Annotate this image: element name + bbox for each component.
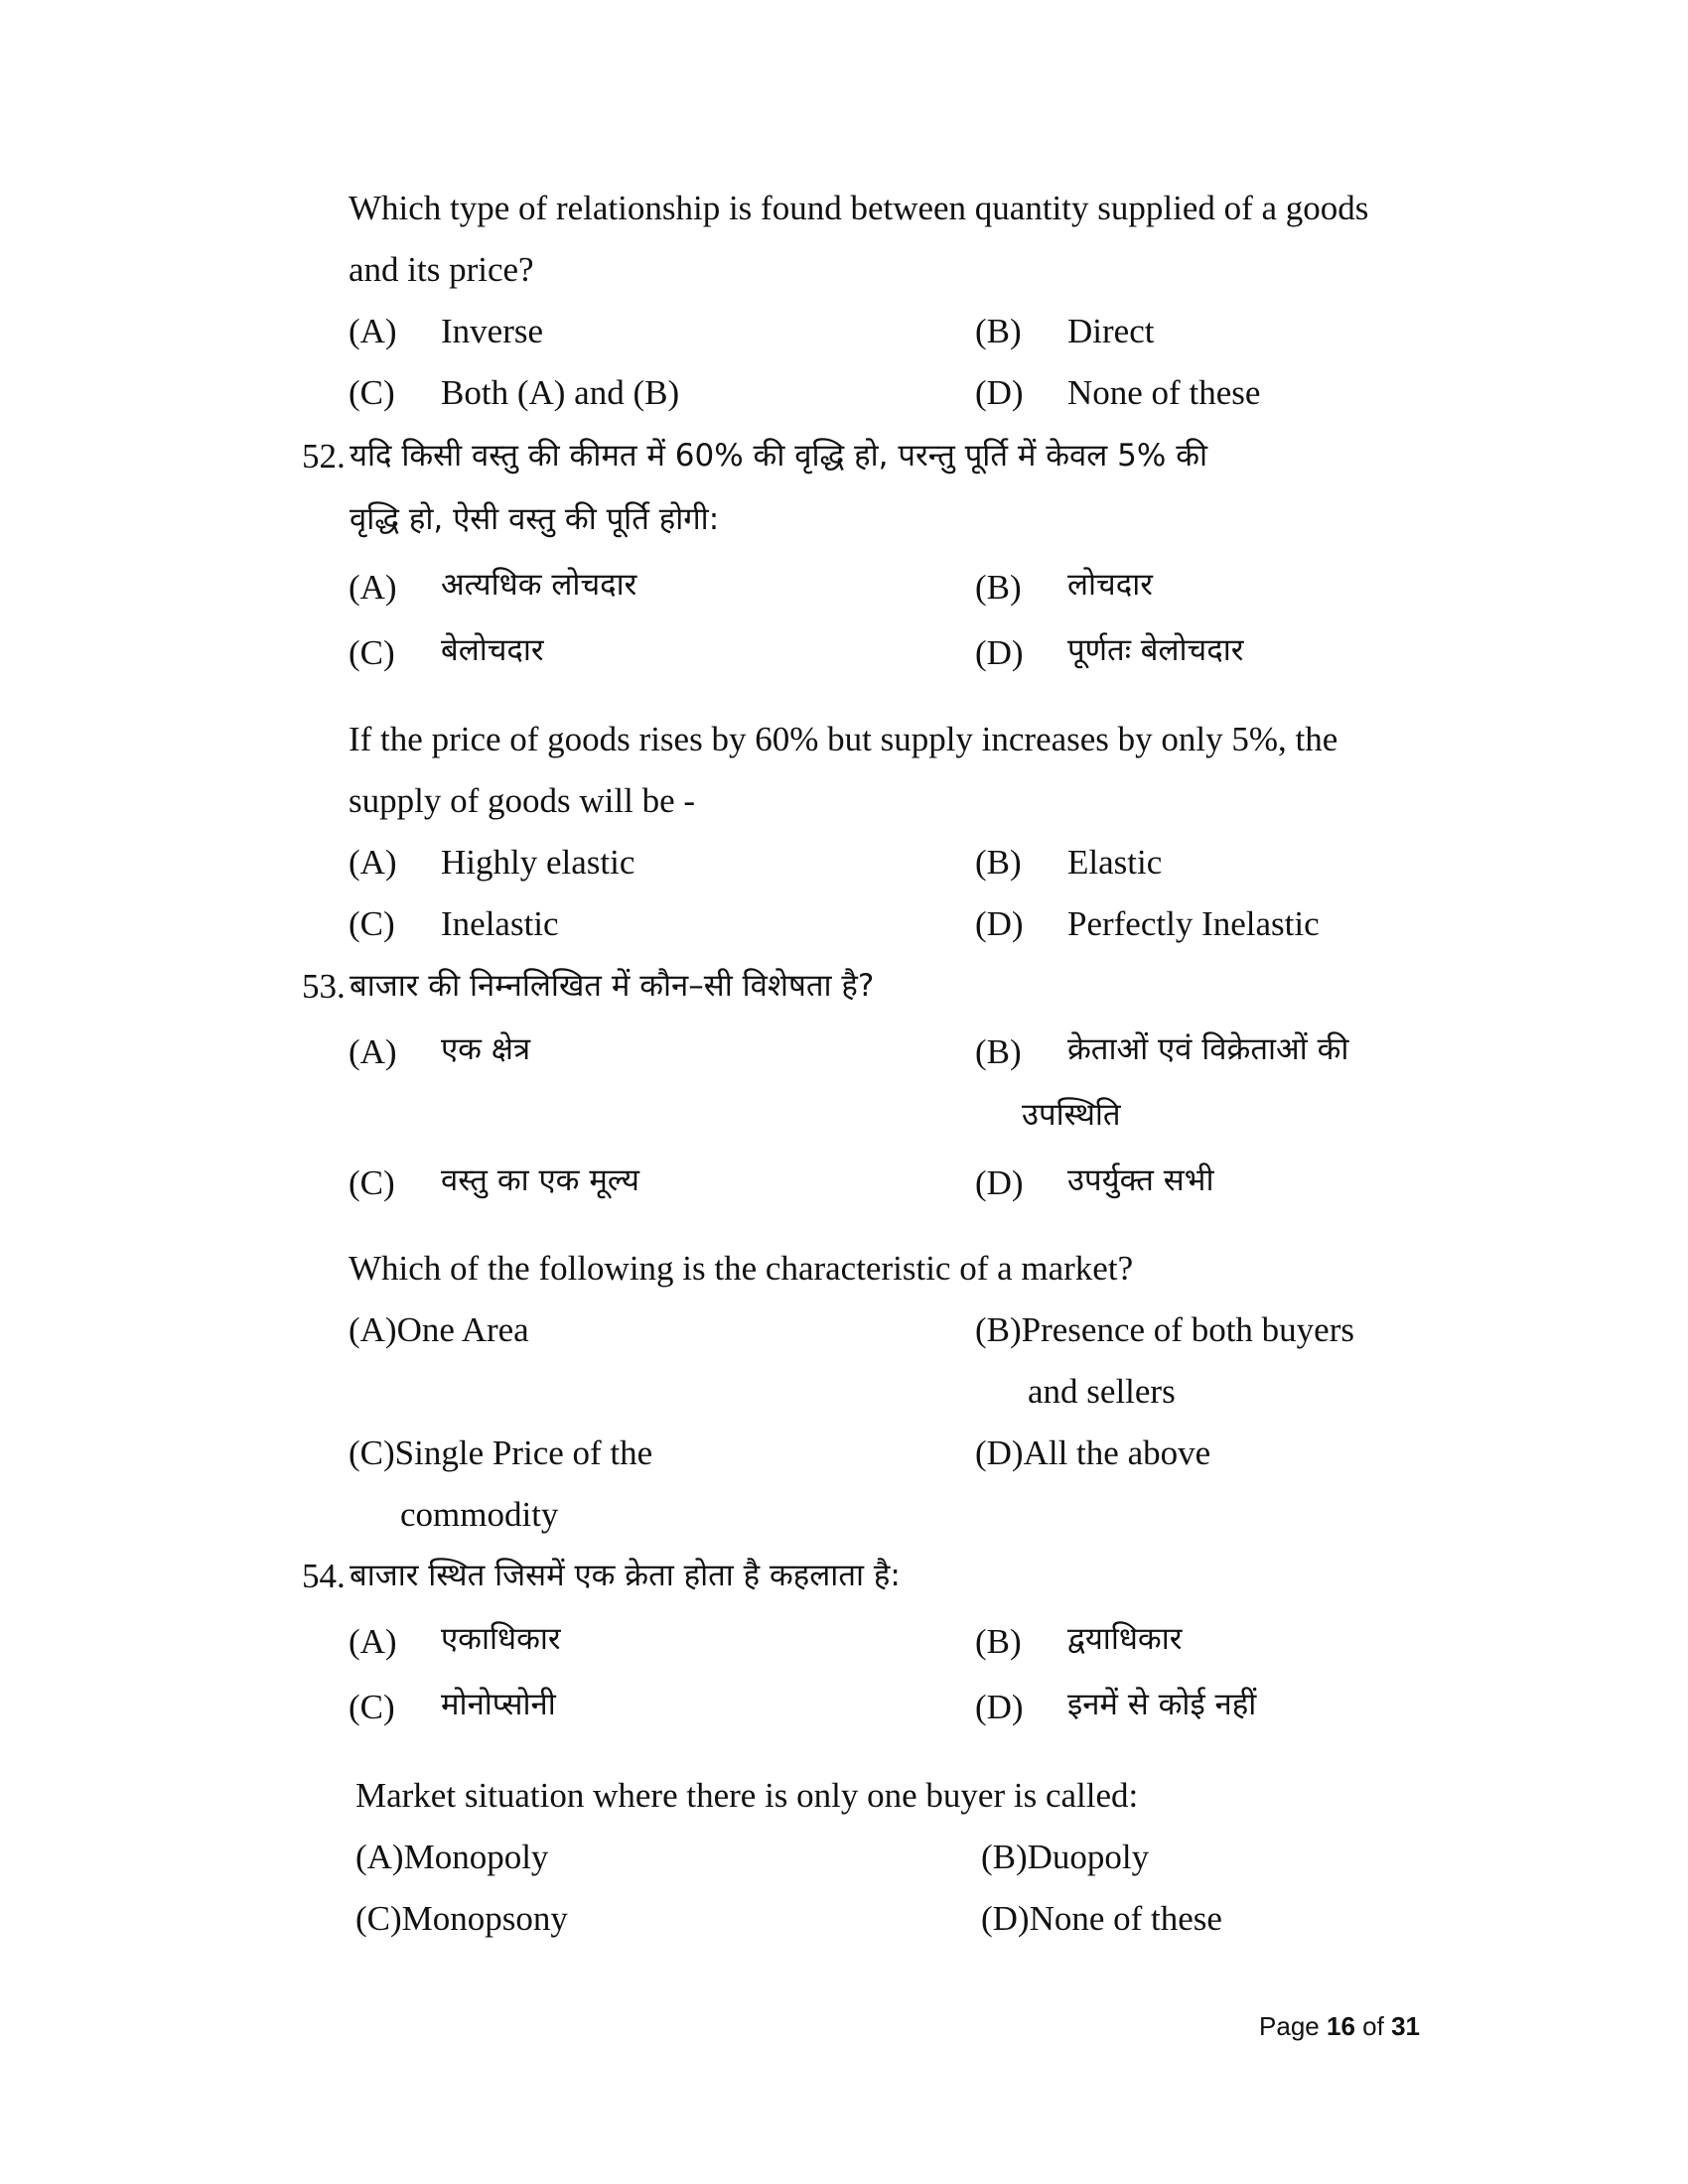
q54-en-opt-c: (C)Monopsony xyxy=(355,1899,568,1938)
q51-opt-d: None of these xyxy=(1067,373,1261,412)
page-word: Page xyxy=(1259,2011,1320,2041)
q51-opt-a-label: (A) xyxy=(349,312,397,350)
q52-en-opt-d-label: (D) xyxy=(975,904,1024,943)
q54-en-opt-a: (A)Monopoly xyxy=(355,1838,549,1876)
q51-opt-b-label: (B) xyxy=(975,312,1022,350)
current-page: 16 xyxy=(1327,2011,1355,2041)
q53-number: 53. xyxy=(302,967,346,1006)
q51-en-line2: and its price? xyxy=(349,250,534,289)
q54-en-opt-d: (D)None of these xyxy=(981,1899,1222,1938)
q54-hi-opt-b: द्वयाधिकार xyxy=(1067,1621,1183,1657)
q52-hi-opt-a: अत्यधिक लोचदार xyxy=(441,567,637,603)
q52-en-line2: supply of goods will be - xyxy=(349,781,696,820)
q53-hi-opt-d-label: (D) xyxy=(975,1163,1024,1202)
q52-hi-opt-d: पूर्णतः बेलोचदार xyxy=(1067,632,1244,668)
q53-en-opt-d: (D)All the above xyxy=(975,1433,1211,1472)
q54-hi-opt-d-label: (D) xyxy=(975,1688,1024,1726)
q51-opt-a: Inverse xyxy=(441,312,544,350)
q53-hi-opt-a-label: (A) xyxy=(349,1032,397,1071)
q54-hi-opt-c: मोनोप्सोनी xyxy=(441,1687,556,1722)
q51-opt-b: Direct xyxy=(1067,312,1155,350)
q52-en-opt-c: Inelastic xyxy=(441,904,559,943)
q53-hi-opt-a: एक क्षेत्र xyxy=(441,1031,531,1067)
q51-en-line1: Which type of relationship is found between quantity supplied of a goods xyxy=(349,189,1369,227)
q53-hi-opt-c: वस्तु का एक मूल्य xyxy=(441,1162,639,1198)
q51-opt-c-label: (C) xyxy=(349,373,395,412)
q52-hi-line2: वृद्धि हो, ऐसी वस्तु की पूर्ति होगी: xyxy=(350,501,720,537)
q53-hi-line1: बाजार की निम्नलिखित में कौन–सी विशेषता है? xyxy=(350,968,875,1004)
q52-hi-opt-b: लोचदार xyxy=(1067,567,1153,603)
q54-hi-opt-d: इनमें से कोई नहीं xyxy=(1067,1687,1257,1722)
q52-number: 52. xyxy=(302,437,346,476)
q52-hi-opt-c: बेलोचदार xyxy=(441,632,544,668)
q52-hi-line1: यदि किसी वस्तु की कीमत में 60% की वृद्धि हो, परन्तु पूर्ति में केवल 5% की xyxy=(350,438,1208,474)
q52-hi-opt-b-label: (B) xyxy=(975,568,1022,607)
q52-hi-opt-a-label: (A) xyxy=(349,568,397,607)
q53-en-opt-b-line2: and sellers xyxy=(1028,1372,1176,1411)
q53-hi-opt-b-line2: उपस्थिति xyxy=(1022,1097,1121,1133)
q53-hi-opt-d: उपर्युक्त सभी xyxy=(1067,1162,1214,1198)
q53-en-line1: Which of the following is the characteristic of a market? xyxy=(349,1249,1134,1288)
q52-en-opt-a: Highly elastic xyxy=(441,843,635,882)
q54-hi-opt-b-label: (B) xyxy=(975,1622,1022,1661)
q54-en-line1: Market situation where there is only one buyer is called: xyxy=(355,1776,1139,1815)
q53-en-opt-a: (A)One Area xyxy=(349,1310,529,1349)
q54-hi-line1: बाजार स्थित जिसमें एक क्रेता होता है कहलाता है: xyxy=(350,1558,901,1593)
q52-hi-opt-d-label: (D) xyxy=(975,633,1024,672)
q52-en-line1: If the price of goods rises by 60% but supply increases by only 5%, the xyxy=(349,720,1338,758)
of-word: of xyxy=(1362,2011,1384,2041)
q54-hi-opt-a-label: (A) xyxy=(349,1622,397,1661)
q51-opt-c: Both (A) and (B) xyxy=(441,373,680,412)
q52-en-opt-b-label: (B) xyxy=(975,843,1022,882)
q54-number: 54. xyxy=(302,1557,346,1595)
q53-hi-opt-b-label: (B) xyxy=(975,1032,1022,1071)
q51-opt-d-label: (D) xyxy=(975,373,1024,412)
q54-hi-opt-a: एकाधिकार xyxy=(441,1621,561,1657)
q54-hi-opt-c-label: (C) xyxy=(349,1688,395,1726)
q52-en-opt-b: Elastic xyxy=(1067,843,1163,882)
q53-en-opt-c-line2: commodity xyxy=(400,1495,559,1534)
q52-en-opt-a-label: (A) xyxy=(349,843,397,882)
q53-hi-opt-c-label: (C) xyxy=(349,1163,395,1202)
q52-en-opt-c-label: (C) xyxy=(349,904,395,943)
q53-hi-opt-b-line1: क्रेताओं एवं विक्रेताओं की xyxy=(1067,1031,1349,1067)
q52-en-opt-d: Perfectly Inelastic xyxy=(1067,904,1320,943)
q53-en-opt-b-line1: (B)Presence of both buyers xyxy=(975,1310,1354,1349)
total-pages: 31 xyxy=(1391,2011,1420,2041)
q54-en-opt-b: (B)Duopoly xyxy=(981,1838,1150,1876)
page-number xyxy=(1259,2011,1420,2042)
q53-en-opt-c-line1: (C)Single Price of the xyxy=(349,1433,653,1472)
q52-hi-opt-c-label: (C) xyxy=(349,633,395,672)
